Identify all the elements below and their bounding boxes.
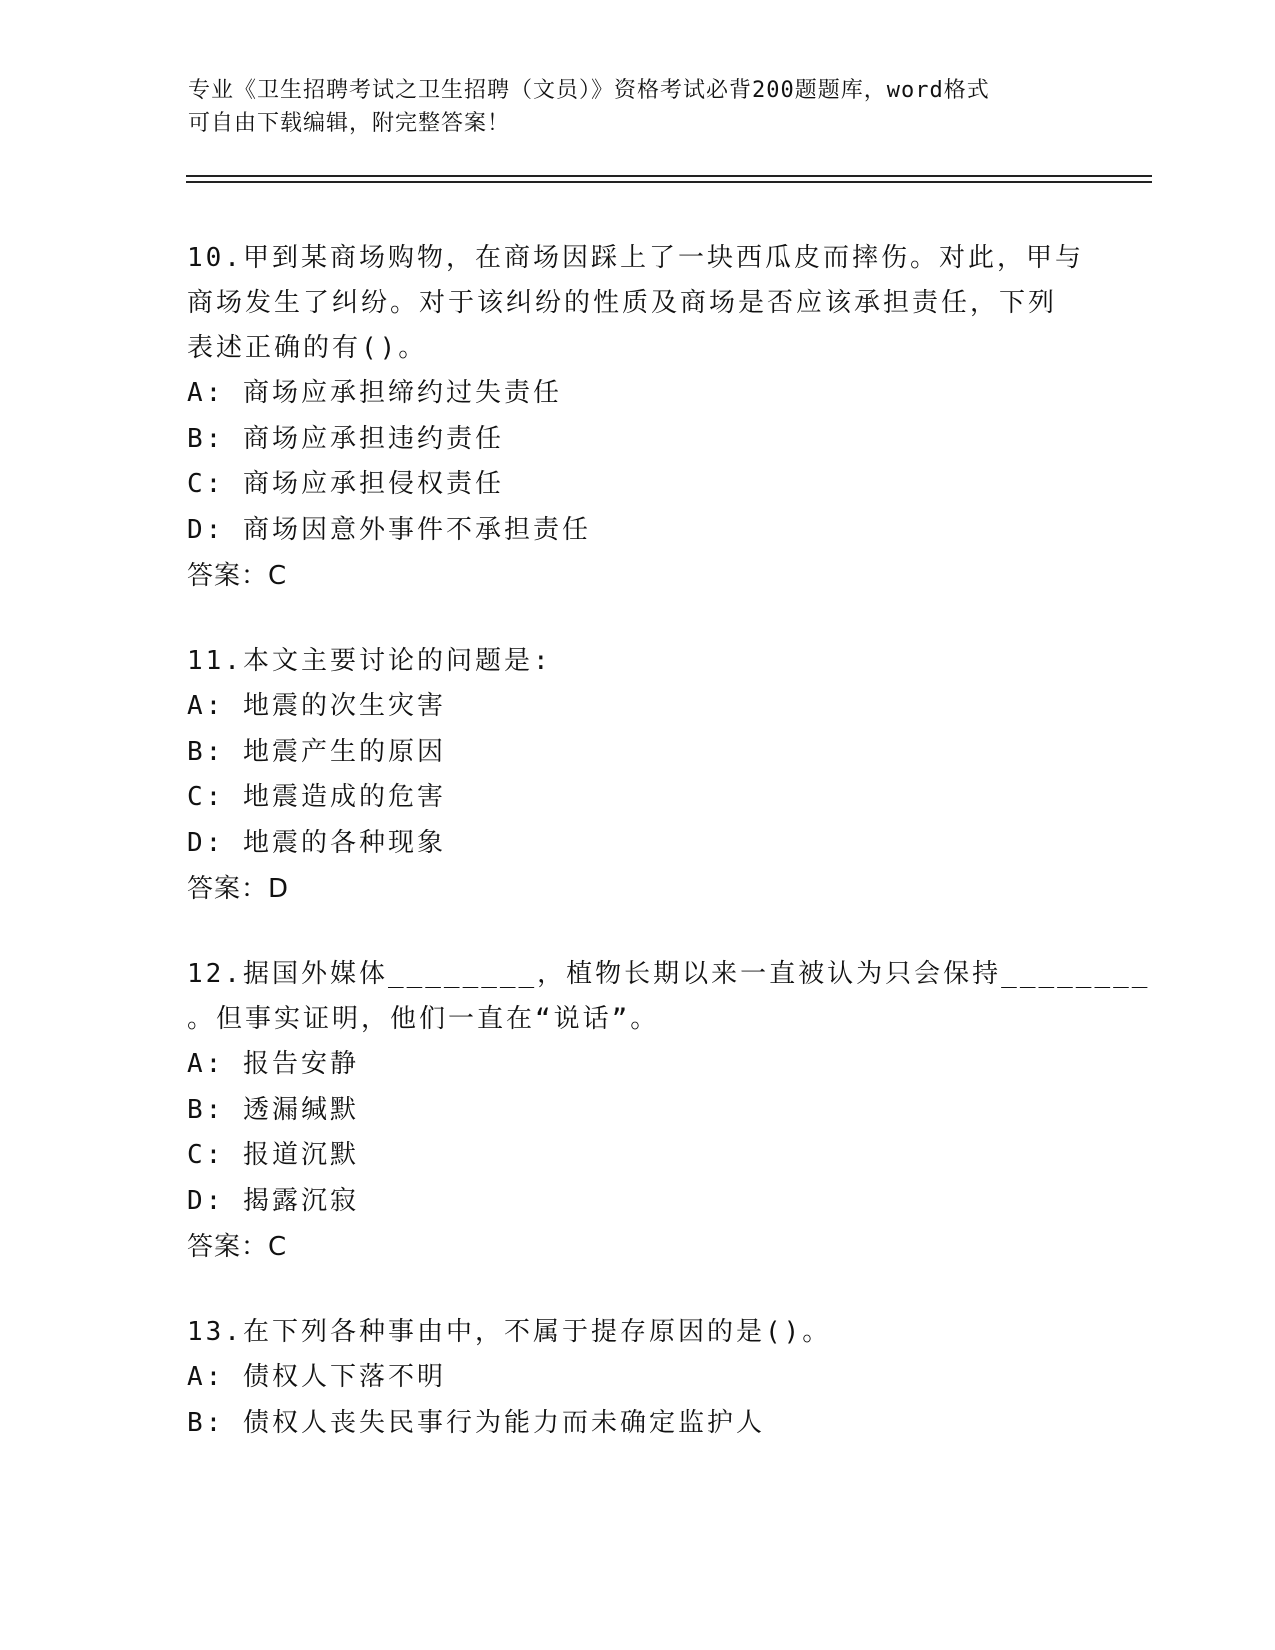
answer-option: D: 地震的各种现象 [187,827,446,858]
answer-option: B: 债权人丧失民事行为能力而未确定监护人 [187,1407,765,1438]
question-text: 10.甲到某商场购物，在商场因踩上了一块西瓜皮而摔伤。对此，甲与 [187,243,1084,273]
answer-key: 答案：C [187,1232,288,1262]
answer-option: A: 商场应承担缔约过失责任 [187,378,562,408]
question-text: 13.在下列各种事由中，不属于提存原因的是()。 [187,1317,832,1347]
answer-option: B: 商场应承担违约责任 [187,423,504,454]
question-text: 商场发生了纠纷。对于该纠纷的性质及商场是否应该承担责任，下列 [187,288,1058,318]
answer-option: A: 债权人下落不明 [187,1362,446,1392]
header-divider-bottom [186,181,1152,183]
answer-option: C: 商场应承担侵权责任 [187,469,504,499]
answer-key: 答案：D [187,874,290,904]
answer-key: 答案：C [187,561,288,591]
question-list [187,236,1151,1486]
answer-option: A: 报告安静 [187,1049,359,1079]
question-block [187,1310,1087,1446]
header-line-1: 专业《卫生招聘考试之卫生招聘（文员）》资格考试必背200题题库，word格式 [188,78,990,103]
header-line-2: 可自由下载编辑，附完整答案！ [188,111,511,136]
answer-option: A: 地震的次生灾害 [187,691,446,721]
question-text: 。但事实证明，他们一直在“说话”。 [187,1004,660,1034]
answer-option: D: 商场因意外事件不承担责任 [187,514,591,545]
question-block [187,639,1087,912]
header-divider-top [186,175,1152,177]
question-block [187,952,1151,1270]
question-text: 表述正确的有()。 [187,333,428,363]
answer-option: B: 透漏缄默 [187,1094,359,1125]
answer-option: C: 报道沉默 [187,1140,359,1170]
question-text: 11.本文主要讨论的问题是: [187,646,552,676]
question-block [187,236,1087,599]
answer-option: D: 揭露沉寂 [187,1185,359,1216]
answer-option: C: 地震造成的危害 [187,782,446,812]
document-header [188,74,1088,140]
question-text: 12.据国外媒体________，植物长期以来一直被认为只会保持________ [187,959,1151,989]
answer-option: B: 地震产生的原因 [187,736,446,767]
